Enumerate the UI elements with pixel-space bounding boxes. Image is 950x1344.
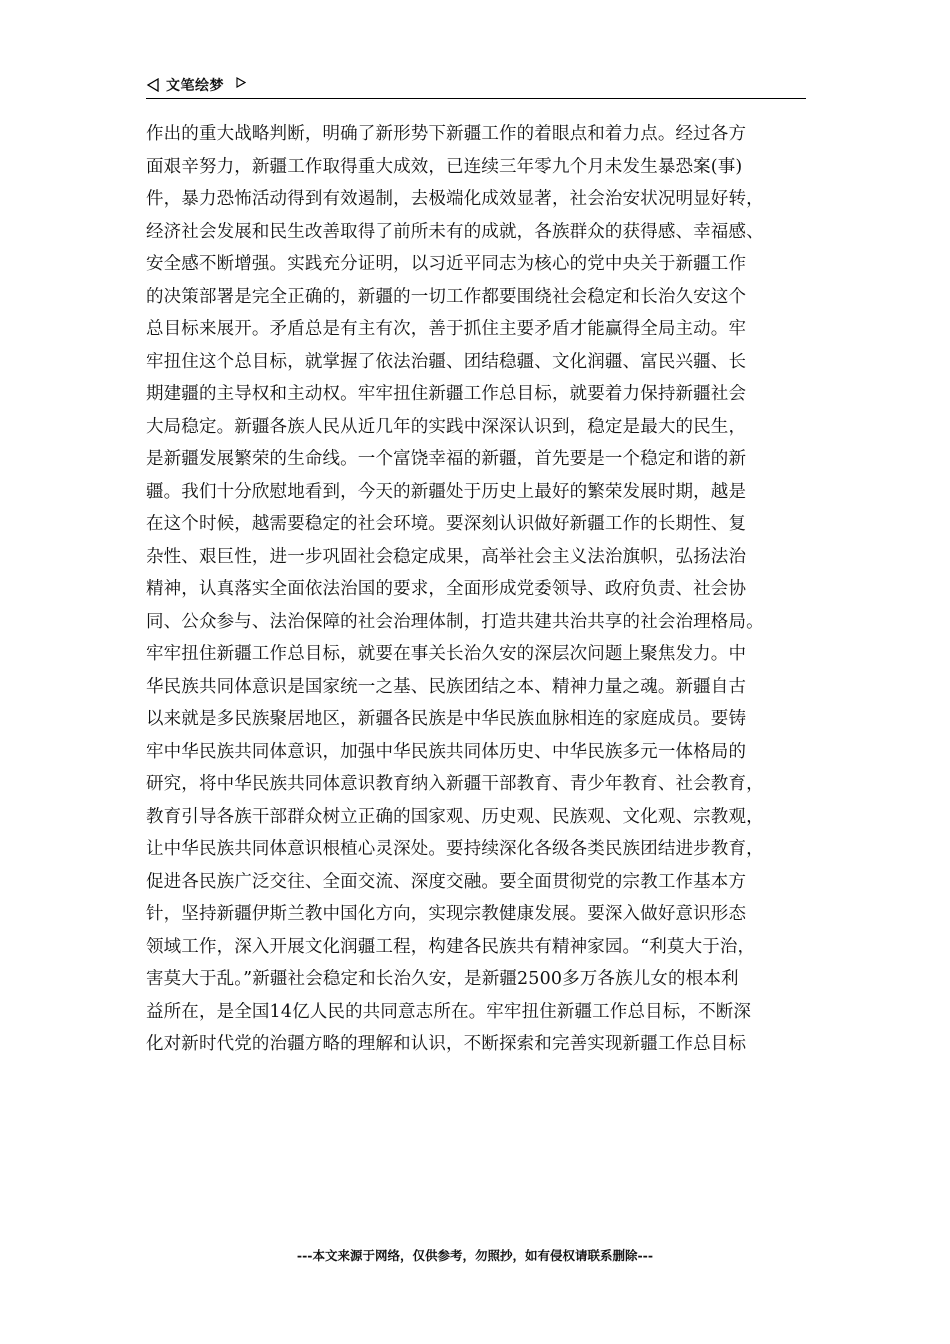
text-line: 同、公众参与、法治保障的社会治理体制，打造共建共治共享的社会治理格局。 (146, 611, 764, 632)
document-body (146, 118, 808, 1061)
text-line: 化对新时代党的治疆方略的理解和认识，不断探索和完善实现新疆工作总目标 (146, 1034, 747, 1054)
header-title: 文笔绘梦 (166, 78, 224, 94)
text-line: 教育引导各族干部群众树立正确的国家观、历史观、民族观、文化观、宗教观， (146, 806, 764, 827)
page-header (146, 74, 806, 99)
text-line: 是新疆发展繁荣的生命线。一个富饶幸福的新疆，首先要是一个稳定和谐的新 (146, 449, 747, 469)
text-line: 华民族共同体意识是国家统一之基、民族团结之本、精神力量之魂。新疆自古 (146, 676, 747, 697)
text-line: 面艰辛努力，新疆工作取得重大成效，已连续三年零九个月未发生暴恐案(事) (146, 156, 743, 177)
text-line: 害莫大于乱。”新疆社会稳定和长治久安，是新疆2500多万各族儿女的根本利 (146, 969, 739, 989)
footer-disclaimer: ---本文来源于网络，仅供参考，勿照抄，如有侵权请联系删除--- (296, 1248, 654, 1263)
text-line: 牢牢扭住新疆工作总目标，就要在事关长治久安的深层次问题上聚焦发力。中 (146, 644, 747, 664)
text-line: 的决策部署是完全正确的，新疆的一切工作都要围绕社会稳定和长治久安这个 (146, 286, 747, 307)
text-line: 领域工作，深入开展文化润疆工程，构建各民族共有精神家园。“利莫大于治， (146, 936, 756, 957)
triangle-left-icon (146, 78, 160, 92)
text-line: 总目标来展开。矛盾总是有主有次，善于抓住主要矛盾才能赢得全局主动。牢 (146, 319, 747, 339)
text-line: 牢中华民族共同体意识，加强中华民族共同体历史、中华民族多元一体格局的 (146, 741, 747, 762)
text-line: 针，坚持新疆伊斯兰教中国化方向，实现宗教健康发展。要深入做好意识形态 (146, 904, 747, 924)
text-line: 杂性、艰巨性，进一步巩固社会稳定成果，高举社会主义法治旗帜，弘扬法治 (146, 546, 747, 567)
text-line: 作出的重大战略判断，明确了新形势下新疆工作的着眼点和着力点。经过各方 (146, 124, 747, 144)
text-line: 件，暴力恐怖活动得到有效遏制，去极端化成效显著，社会治安状况明显好转， (146, 189, 764, 209)
text-line: 安全感不断增强。实践充分证明，以习近平同志为核心的党中央关于新疆工作 (146, 254, 747, 274)
text-line: 促进各民族广泛交往、全面交流、深度交融。要全面贯彻党的宗教工作基本方 (146, 871, 747, 892)
text-line: 益所在，是全国14亿人民的共同意志所在。牢牢扭住新疆工作总目标，不断深 (146, 1001, 752, 1022)
text-line: 让中华民族共同体意识根植心灵深处。要持续深化各级各类民族团结进步教育， (146, 839, 764, 859)
text-line: 期建疆的主导权和主动权。牢牢扭住新疆工作总目标，就要着力保持新疆社会 (146, 384, 747, 404)
text-line: 精神，认真落实全面依法治国的要求，全面形成党委领导、政府负责、社会协 (146, 579, 747, 599)
triangle-right-icon (236, 77, 246, 88)
text-line: 研究，将中华民族共同体意识教育纳入新疆干部教育、青少年教育、社会教育， (146, 774, 764, 794)
text-line: 牢扭住这个总目标，就掌握了依法治疆、团结稳疆、文化润疆、富民兴疆、长 (146, 351, 747, 372)
text-line: 大局稳定。新疆各族人民从近几年的实践中深深认识到，稳定是最大的民生， (146, 416, 747, 437)
text-line: 经济社会发展和民生改善取得了前所未有的成就，各族群众的获得感、幸福感、 (146, 221, 764, 242)
text-line: 在这个时候，越需要稳定的社会环境。要深刻认识做好新疆工作的长期性、复 (146, 514, 747, 534)
text-line: 以来就是多民族聚居地区，新疆各民族是中华民族血脉相连的家庭成员。要铸 (146, 709, 747, 729)
text-line: 疆。我们十分欣慰地看到，今天的新疆处于历史上最好的繁荣发展时期，越是 (146, 481, 747, 502)
